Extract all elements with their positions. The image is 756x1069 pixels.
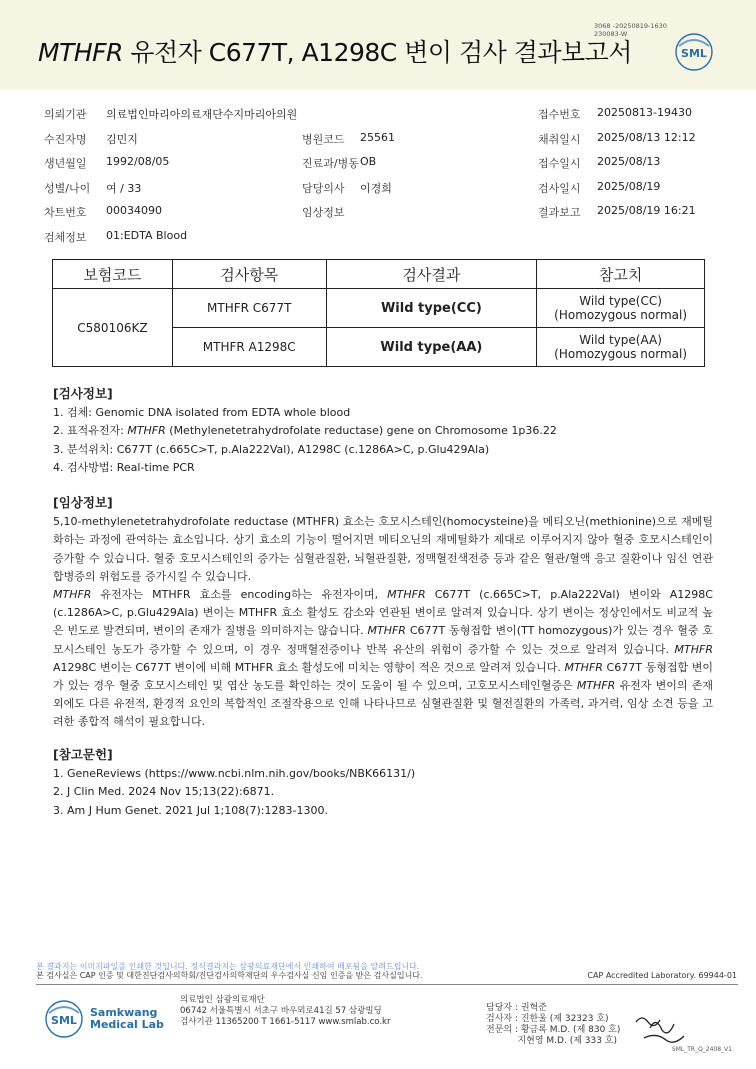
doctor-label: 담당의사 bbox=[302, 181, 345, 195]
info-row bbox=[44, 223, 714, 248]
results-table bbox=[52, 259, 705, 367]
info-row bbox=[44, 174, 714, 199]
svg-text:SML: SML bbox=[51, 1014, 77, 1027]
reference-item: 3. Am J Hum Genet. 2021 Jul 1;108(7):1283-1300. bbox=[53, 803, 328, 817]
sex-age-label: 성별/나이 bbox=[44, 181, 91, 195]
header-test-result: 검사결과 bbox=[326, 260, 537, 289]
signature-icon bbox=[632, 1008, 688, 1048]
document-code: 3068 -20250819-1630 230083-W bbox=[594, 22, 667, 38]
references-title: [참고문헌] bbox=[53, 747, 113, 762]
references-section bbox=[53, 746, 713, 820]
clinical-paragraph: 5,10-methylenetetrahydrofolate reductase (MTHFR) 효소는 호모시스테인(homocysteine)을 메티오닌(methionine)으로 재메틸화하는 과정에 관여하는 효소입니다. 상기 효소의 기능이 떨어지면 메티오닌의 재메틸화가 제대로 이루어지지 않아 혈중 호모시스테인이 증가할 수 있습니다. 혈중 호모시스테인의 증가는 심혈관질환, 뇌혈관질환, 정맥혈전색전증 등과 같은 혈관/혈액 응고 질환이나 임신 연관 합병증의 위험도를 증가시킬 수 있습니다. bbox=[53, 515, 713, 583]
clinical-text: 유전자 변이의 존재 외에도 다른 유전적, 환경적 요인의 복합적인 조절작용으로 인해 나타나므로 심혈관질환 및 혈전질환의 가족력, 과거력, 임상 소견 등을 고려한 종합적 해석이 필요합니다. bbox=[53, 679, 713, 729]
tested-value: 2025/08/19 bbox=[597, 179, 661, 193]
clinical-info-title: [임상정보] bbox=[53, 495, 113, 510]
test-result: Wild type(CC) bbox=[326, 289, 537, 328]
info-row bbox=[44, 125, 714, 150]
report-header bbox=[0, 0, 756, 90]
test-info-line bbox=[53, 422, 713, 440]
table-header-row bbox=[53, 260, 705, 289]
hospital-code-label: 병원코드 bbox=[302, 132, 345, 146]
lab-name bbox=[90, 1007, 164, 1031]
clinical-text: C677T 동형접합 변이가 있는 경우 혈중 호모시스테인 및 엽산 농도를 확인하는 것이 도움이 될 수 있으며, 고호모시스테인혈증은 bbox=[53, 660, 713, 693]
gene-name: MTHFR bbox=[576, 679, 616, 693]
test-info-line: 1. 검체: Genomic DNA isolated from EDTA whole blood bbox=[53, 406, 351, 420]
dob-value: 1992/08/05 bbox=[106, 155, 170, 168]
test-item: MTHFR C677T bbox=[172, 289, 326, 328]
address-line: 검사기관 11365200 T 1661-5117 www.smlab.co.kr bbox=[180, 1017, 391, 1027]
dob-label: 생년월일 bbox=[44, 157, 87, 170]
address-line: 06742 서울특별시 서초구 바우뫼로41길 57 삼광빌딩 bbox=[180, 1006, 382, 1016]
cap-accreditation: CAP Accredited Laboratory. 69944-01 bbox=[587, 971, 737, 980]
reference-type: Wild type(CC) bbox=[579, 294, 662, 308]
gene-name: MTHFR bbox=[387, 588, 426, 602]
info-row bbox=[44, 198, 714, 223]
reported-value: 2025/08/19 16:21 bbox=[597, 204, 696, 217]
gene-name: MTHFR bbox=[674, 642, 713, 656]
name-value: 김민지 bbox=[106, 132, 138, 146]
doctor-value: 이경희 bbox=[360, 181, 392, 195]
reference-value bbox=[537, 289, 705, 328]
page-title bbox=[38, 33, 632, 69]
lab-name-line: Samkwang bbox=[90, 1006, 158, 1019]
collect-label: 채취일시 bbox=[538, 132, 581, 146]
lab-name-line: Medical Lab bbox=[90, 1018, 164, 1031]
reference-item: 2. J Clin Med. 2024 Nov 15;13(22):6871. bbox=[53, 785, 275, 799]
target-gene-name: MTHFR bbox=[127, 424, 166, 438]
clinical-text: C677T (c.665C>T, p.Ala222Val) 변이와 A1298C (c.1286A>C, p.Glu429Ala) 변이는 MTHFR 효소 활성도 감소와 연관된 변이로 알려져 있습니다. 상기 변이는 정상인에서도 비교적 높은 빈도로 발견되며, 변이의 존재가 질병을 의미하지는 않습니다. bbox=[53, 588, 713, 638]
received-value: 2025/08/13 bbox=[597, 155, 661, 168]
title-gene: MTHFR bbox=[38, 38, 123, 67]
address-line: 의료법인 삼광의료재단 bbox=[180, 995, 265, 1005]
reference-type: Wild type(AA) bbox=[579, 333, 662, 347]
dept-label: 진료과/병동 bbox=[302, 157, 359, 170]
clinical-text: C677T 동형접합 변이(TT homozygous)가 있는 경우 혈중 호모시스테인 농도가 증가할 수 있으며, 이 경우 정맥혈전증이나 반복 유산의 위험이 증가할 수 있는 것으로 알려져 있습니다. bbox=[53, 624, 713, 656]
dept-value: OB bbox=[360, 155, 377, 168]
gene-name: MTHFR bbox=[53, 588, 92, 602]
reference-note: (Homozygous normal) bbox=[554, 347, 688, 361]
title-text: 유전자 C677T, A1298C 변이 검사 결과보고서 bbox=[122, 38, 632, 67]
receipt-label: 접수번호 bbox=[538, 108, 581, 121]
target-gene-desc: (Methylenetetrahydrofolate reductase) gene on Chromosome 1p36.22 bbox=[165, 424, 557, 438]
info-row bbox=[44, 100, 714, 125]
svg-text:SML: SML bbox=[681, 47, 707, 60]
patient-info bbox=[44, 100, 714, 247]
sex-age-value: 여 / 33 bbox=[106, 181, 142, 195]
reference-note: (Homozygous normal) bbox=[554, 308, 688, 322]
collect-value: 2025/08/13 12:12 bbox=[597, 130, 696, 144]
test-info-line: 4. 검사방법: Real-time PCR bbox=[53, 460, 195, 474]
sml-logo-icon bbox=[44, 999, 84, 1039]
header-insurance-code: 보험코드 bbox=[53, 260, 173, 289]
footer-divider bbox=[36, 984, 738, 985]
hospital-code-value: 25561 bbox=[360, 130, 395, 144]
chart-value: 00034090 bbox=[106, 204, 162, 217]
header-reference: 참고치 bbox=[537, 260, 705, 289]
clinical-label: 임상정보 bbox=[302, 206, 345, 219]
lab-address bbox=[180, 995, 390, 1028]
reported-label: 결과보고 bbox=[538, 206, 581, 219]
staff-list: 담당자 : 권혁준 검사자 : 진한울 (제 32323 호) 전문의 : 황금록 M.D. (제 830 호) 지현영 M.D. (제 333 호) bbox=[486, 1003, 621, 1046]
sml-logo-icon bbox=[674, 32, 714, 72]
test-info-line: 3. 분석위치: C677T (c.665C>T, p.Ala222Val), A1298C (c.1286A>C, p.Glu429Ala) bbox=[53, 442, 490, 456]
target-gene-label: 2. 표적유전자: bbox=[53, 424, 128, 438]
clinical-text: A1298C 변이는 C677T 변이에 비해 MTHFR 효소 활성도에 미치는 영향이 적은 것으로 알려져 있습니다. bbox=[53, 660, 565, 674]
insurance-code: C580106KZ bbox=[53, 289, 173, 367]
test-info-section bbox=[53, 385, 713, 477]
gene-name: MTHFR bbox=[564, 660, 603, 674]
receipt-value: 20250813-19430 bbox=[597, 106, 692, 119]
print-notice: 본 결과지는 이미지파일을 인쇄한 것입니다. 정식결과지는 삼광의료재단에서 인쇄하여 배포됨을 알려드립니다. bbox=[36, 962, 420, 971]
institution-label: 의뢰기관 bbox=[44, 108, 87, 121]
test-item: MTHFR A1298C bbox=[172, 328, 326, 367]
clinical-info-section bbox=[53, 494, 713, 732]
reference-value bbox=[537, 328, 705, 367]
specimen-value: 01:EDTA Blood bbox=[106, 228, 188, 242]
footer-notice bbox=[36, 962, 423, 980]
specimen-label: 검체정보 bbox=[44, 230, 87, 244]
clinical-text: 유전자는 MTHFR 효소를 encoding하는 유전자이며, bbox=[91, 588, 388, 602]
test-result: Wild type(AA) bbox=[326, 328, 537, 367]
received-label: 접수일시 bbox=[538, 157, 581, 170]
reference-item: 1. GeneReviews (https://www.ncbi.nlm.nih.gov/books/NBK66131/) bbox=[53, 767, 416, 781]
institution-value: 의료법인마리아의료재단수지마리아의원 bbox=[106, 108, 298, 121]
name-label: 수진자명 bbox=[44, 132, 87, 146]
chart-label: 차트번호 bbox=[44, 206, 87, 219]
form-code: SML_TR_Q_2408_V1 bbox=[671, 1046, 732, 1053]
header-test-item: 검사항목 bbox=[172, 260, 326, 289]
accreditation-notice: 본 검사실은 CAP 인증 및 대한진단검사의학회/진단검사의학재단의 우수검사실 신임 인증을 받은 검사실입니다. bbox=[36, 971, 423, 980]
test-info-title: [검사정보] bbox=[53, 386, 113, 401]
table-row bbox=[53, 289, 705, 328]
clinical-paragraph bbox=[53, 586, 713, 732]
tested-label: 검사일시 bbox=[538, 181, 581, 195]
info-row bbox=[44, 149, 714, 174]
gene-name: MTHFR bbox=[367, 624, 406, 638]
